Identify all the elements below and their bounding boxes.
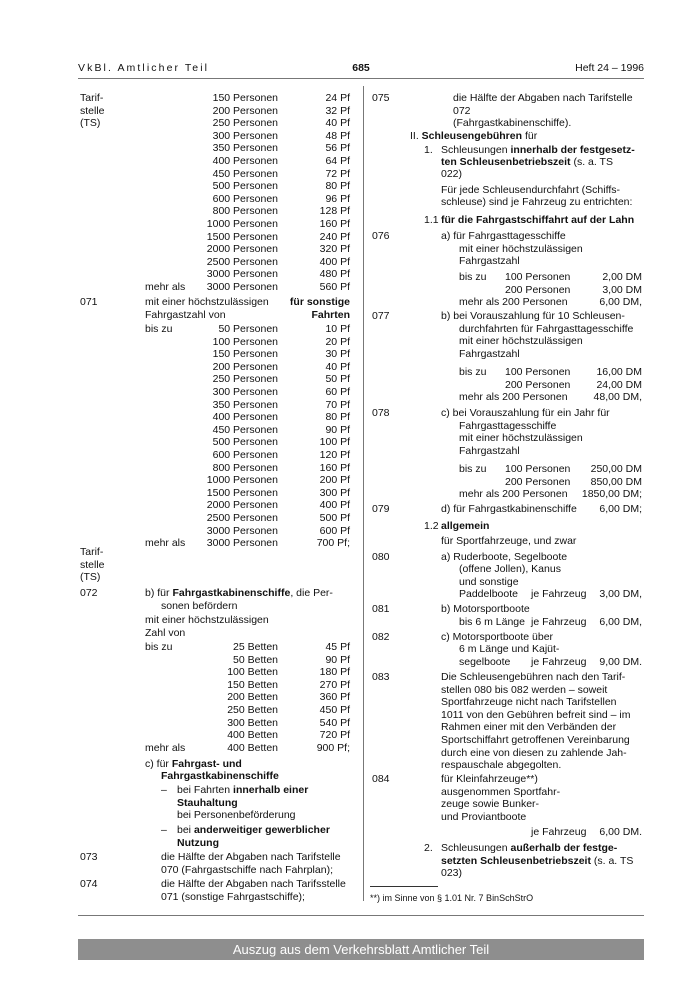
text-run: b) für [145, 587, 173, 599]
text-line: allgemein [441, 520, 490, 532]
text-line: für die Fahrgastschiffahrt auf der Lahn [441, 214, 635, 226]
text-line: Fahrgastzahl von [145, 308, 226, 321]
fee: 48 Pf [325, 129, 350, 142]
text-line: segelboote [459, 656, 511, 668]
item-number: 1.2 [424, 520, 439, 532]
column-divider [363, 86, 364, 901]
page-header [78, 62, 644, 76]
tarif-number: 079 [372, 503, 390, 515]
text-run: bei Fahrten [177, 784, 234, 796]
fee: 64 Pf [325, 155, 350, 167]
mehr-als: mehr als [145, 537, 186, 550]
text-line: c) bei Vorauszahlung für ein Jahr für [441, 407, 610, 419]
capacity: 400 Personen [212, 155, 278, 167]
text-line: Zahl von [145, 626, 186, 639]
text-line: zeuge sowie Bunker- [441, 798, 540, 810]
text-line: je Fahrzeug [531, 616, 587, 628]
fee: 120 Pf [319, 449, 350, 461]
text-run: , die Per- [290, 587, 333, 599]
text-line [441, 144, 635, 157]
text-line: c) Motorsportboote über [441, 631, 554, 643]
capacity: 800 Personen [212, 205, 278, 218]
fee: 400 Pf [319, 499, 350, 512]
fee: 70 Pf [325, 398, 350, 411]
fee: 900 Pf; [316, 741, 350, 754]
fee: 96 Pf [325, 192, 350, 205]
text-line: mit einer höchstzulässigen [145, 614, 269, 626]
fee: 30 Pf [325, 348, 350, 361]
text-run: II. [410, 130, 422, 142]
capacity: 50 Betten [233, 653, 278, 666]
text-line: Fahrgasttagesschiffe [459, 419, 557, 432]
bold-text: ten Schleusenbetriebszeit [441, 156, 571, 168]
text-line: für sonstige [289, 296, 350, 308]
fee: 240 Pf [319, 230, 350, 243]
capacity: 450 Personen [212, 423, 278, 436]
text-line: d) für Fahrgastkabinenschiffe [441, 503, 577, 515]
fee: 160 Pf [319, 218, 350, 230]
text-line: mit einer höchstzulässigen [459, 242, 583, 255]
fee: 3,00 DM, [599, 588, 642, 600]
capacity: 350 Personen [212, 142, 278, 155]
item-number: 1.1 [424, 214, 439, 226]
bis-zu: bis zu [145, 641, 173, 653]
journal-name: VkBl. Amtlicher Teil [78, 62, 210, 74]
text-line: b) Motorsportboote [441, 603, 530, 615]
fee: 360 Pf [319, 691, 350, 704]
capacity: 100 Betten [227, 666, 278, 679]
text-line: für Sportfahrzeuge, und zwar [441, 535, 577, 547]
text-line [441, 842, 617, 855]
text-run: (s. a. TS [570, 156, 613, 168]
text-line: respauschale abgegolten. [441, 759, 562, 772]
fee: 90 Pf [325, 653, 350, 666]
header-rule [78, 78, 644, 79]
text-line: je Fahrzeug [531, 826, 587, 838]
text-line: stellen 080 bis 082 werden – soweit [441, 683, 608, 696]
text-line [145, 587, 333, 600]
fee: 480 Pf [319, 268, 350, 281]
text-run: bei [177, 824, 194, 836]
fee: 1850,00 DM; [581, 488, 642, 501]
fee: 270 Pf [319, 678, 350, 691]
bis-zu: bis zu [145, 323, 173, 335]
text-line: 1011 von den Gebühren befreit sind – im [441, 708, 631, 721]
capacity: 3000 Personen [206, 524, 278, 537]
fee: 560 Pf [319, 281, 350, 293]
text-line [145, 758, 242, 771]
capacity: 50 Personen [218, 323, 278, 335]
text-line: Die Schleusengebühren nach den Tarif- [441, 671, 626, 683]
mehr-als: mehr als 200 Personen [459, 488, 568, 501]
text-line: 022) [441, 168, 463, 180]
footnote: **) im Sinne von § 1.01 Nr. 7 BinSchStrO [370, 893, 534, 903]
fee: 50 Pf [325, 373, 350, 386]
tarif-number: 075 [372, 92, 390, 104]
text-line: 6 m Länge und Kajüt- [459, 643, 560, 655]
fee: 540 Pf [319, 716, 350, 729]
tarif-label: (TS) [80, 571, 101, 584]
text-line [441, 855, 633, 868]
footnote-rule [370, 886, 438, 887]
fee: 24,00 DM [596, 378, 642, 391]
tarif-number: 076 [372, 230, 390, 242]
tarif-number: 071 [80, 296, 98, 308]
tarif-label: Tarif- [80, 546, 104, 558]
capacity: 2000 Personen [206, 499, 278, 512]
tarif-number: 081 [372, 603, 390, 615]
text-line: Nutzung [177, 837, 219, 849]
fee: 6,00 DM, [599, 296, 642, 309]
capacity: 2500 Personen [206, 255, 278, 268]
fee: 9,00 DM. [599, 656, 642, 668]
footer-rule [78, 915, 644, 916]
item-number: 2. [424, 842, 433, 854]
capacity: 300 Betten [227, 716, 278, 729]
fee: 6,00 DM; [599, 503, 642, 515]
capacity: 3000 Personen [206, 537, 278, 550]
fee: 850,00 DM [590, 475, 642, 488]
capacity: 250 Personen [212, 373, 278, 386]
bold-text: setzten Schleusenbetriebszeit [441, 855, 591, 867]
text-line: Paddelboote [459, 588, 518, 600]
capacity: 800 Personen [212, 461, 278, 474]
capacity: 1500 Personen [206, 486, 278, 499]
fee: 128 Pf [319, 205, 350, 218]
capacity: 500 Personen [212, 436, 278, 449]
capacity: 200 Personen [212, 104, 278, 117]
mehr-als: mehr als [145, 741, 186, 754]
fee: 48,00 DM, [593, 391, 642, 404]
text-line: 072 [453, 104, 471, 117]
capacity: 500 Personen [212, 180, 278, 193]
capacity: 250 Personen [212, 117, 278, 130]
capacity: 100 Personen [505, 366, 571, 378]
capacity: 150 Betten [227, 678, 278, 691]
text-line: und sonstige [459, 576, 519, 588]
fee: 72 Pf [325, 167, 350, 180]
fee: 400 Pf [319, 255, 350, 268]
text-line [441, 156, 613, 169]
fee: 200 Pf [319, 474, 350, 487]
capacity: 600 Personen [212, 192, 278, 205]
fee: 500 Pf [319, 512, 350, 524]
capacity: 1000 Personen [206, 474, 278, 487]
capacity: 3000 Personen [206, 281, 278, 293]
fee: 160 Pf [319, 461, 350, 474]
text-line: Fahrgastzahl [459, 347, 520, 360]
text-line [177, 784, 308, 797]
fee: 2,00 DM [602, 271, 642, 283]
item-number: 1. [424, 144, 433, 156]
fee: 45 Pf [325, 641, 350, 653]
fee: 600 Pf [319, 524, 350, 537]
capacity: 2500 Personen [206, 512, 278, 524]
bold-text: innerhalb einer [233, 784, 309, 796]
tarif-label: stelle [80, 558, 105, 571]
capacity: 350 Personen [212, 398, 278, 411]
bold-text: anderweitiger gewerblicher [193, 824, 330, 836]
tarif-number: 072 [80, 587, 98, 599]
text-run: Schleusungen [441, 144, 511, 156]
fee: 56 Pf [325, 142, 350, 155]
fee: 6,00 DM. [599, 826, 642, 838]
capacity: 100 Personen [212, 335, 278, 348]
capacity: 200 Personen [505, 475, 571, 488]
text-line: Sportschiffahrt getroffenen Vereinbarung [441, 734, 630, 746]
capacity: 400 Personen [212, 411, 278, 424]
bis-zu: bis zu [459, 366, 487, 378]
text-line: durchfahrten für Fahrgasttagesschiffe [459, 322, 634, 335]
text-line: (Fahrgastkabinenschiffe). [453, 117, 572, 130]
text-line: sonen befördern [161, 599, 238, 612]
bold-text: Fahrgastkabinenschiffe [172, 587, 291, 599]
text-line: durch eine von diesen zu zahlende Jah- [441, 746, 627, 759]
bold-text: Schleusengebühren [421, 130, 523, 142]
bold-text: innerhalb der festgesetz- [510, 144, 635, 156]
bold-text: Fahrgast- und [171, 758, 242, 770]
fee: 40 Pf [325, 117, 350, 130]
bis-zu: bis zu [459, 271, 487, 283]
mehr-als: mehr als [145, 281, 186, 293]
text-line: Fahrgastkabinenschiffe [161, 770, 279, 782]
text-run: Schleusungen [441, 842, 511, 854]
fee: 6,00 DM, [599, 616, 642, 628]
mehr-als: mehr als 200 Personen [459, 391, 568, 404]
text-line: Fahrten [311, 308, 350, 321]
text-line: a) Ruderboote, Segelboote [441, 551, 568, 563]
section-heading [410, 130, 537, 143]
text-line: die Hälfte der Abgaben nach Tarifsstelle [161, 878, 346, 890]
fee: 16,00 DM [596, 366, 642, 378]
fee: 700 Pf; [316, 537, 350, 550]
text-line: Rahmen einer mit den Verbänden der [441, 721, 617, 734]
text-line: 023) [441, 867, 463, 879]
text-line: je Fahrzeug [531, 656, 587, 668]
text-line: Sportfahrzeuge nicht nach Tarifstellen [441, 696, 617, 709]
capacity: 2000 Personen [206, 243, 278, 256]
fee: 24 Pf [325, 92, 350, 104]
tarif-label: stelle [80, 104, 105, 117]
text-line: Fahrgastzahl [459, 255, 520, 268]
tarif-number: 080 [372, 551, 390, 563]
text-line: für Kleinfahrzeuge**) [441, 773, 538, 785]
text-line: mit einer höchstzulässigen [459, 432, 583, 445]
capacity: 1000 Personen [206, 218, 278, 230]
tarif-number: 077 [372, 310, 390, 322]
fee: 180 Pf [319, 666, 350, 679]
capacity: 3000 Personen [206, 268, 278, 281]
text-line: Stauhaltung [177, 797, 238, 809]
capacity: 100 Personen [505, 271, 571, 283]
fee: 60 Pf [325, 386, 350, 398]
text-line: die Hälfte der Abgaben nach Tarifstelle [161, 851, 341, 863]
text-line: je Fahrzeug [531, 588, 587, 600]
issue-label: Heft 24 – 1996 [575, 62, 644, 74]
text-line: bis 6 m Länge [459, 616, 525, 628]
capacity: 200 Personen [505, 378, 571, 391]
capacity: 200 Betten [227, 691, 278, 704]
fee: 300 Pf [319, 486, 350, 499]
fee: 32 Pf [325, 104, 350, 117]
tarif-number: 078 [372, 407, 390, 419]
text-line: mit einer höchstzulässigen [145, 296, 269, 308]
dash: – [161, 784, 167, 796]
fee: 80 Pf [325, 180, 350, 193]
footer-banner: Auszug aus dem Verkehrsblatt Amtlicher Teil [78, 939, 644, 960]
text-line: Für jede Schleusendurchfahrt (Schiffs- [441, 184, 620, 196]
page-number: 685 [352, 62, 370, 74]
fee: 320 Pf [319, 243, 350, 256]
text-run: c) für [145, 758, 172, 770]
dash: – [161, 824, 167, 836]
text-line: Fahrgastzahl [459, 444, 520, 457]
text-line: a) für Fahrgasttagesschiffe [441, 230, 566, 242]
capacity: 600 Personen [212, 449, 278, 461]
capacity: 100 Personen [505, 463, 571, 475]
bis-zu: bis zu [459, 463, 487, 475]
mehr-als: mehr als 200 Personen [459, 296, 568, 309]
fee: 20 Pf [325, 335, 350, 348]
tarif-label: Tarif- [80, 92, 104, 104]
fee: 80 Pf [325, 411, 350, 424]
text-line: 071 (sonstige Fahrgastschiffe); [161, 891, 305, 903]
capacity: 200 Personen [212, 360, 278, 373]
text-line: ausgenommen Sportfahr- [441, 786, 561, 798]
fee: 720 Pf [319, 729, 350, 742]
fee: 90 Pf [325, 423, 350, 436]
fee: 10 Pf [325, 323, 350, 335]
fee: 100 Pf [319, 436, 350, 449]
text-line: (offene Jollen), Kanus [459, 563, 561, 575]
capacity: 250 Betten [227, 704, 278, 716]
capacity: 25 Betten [233, 641, 278, 653]
bold-text: außerhalb der festge- [510, 842, 618, 854]
text-line: schleuse) sind je Fahrzeug zu entrichten: [441, 196, 633, 208]
capacity: 450 Personen [212, 167, 278, 180]
text-run: für [522, 130, 538, 142]
capacity: 400 Betten [227, 729, 278, 742]
text-line: und Proviantboote [441, 811, 527, 823]
text-run: (s. a. TS [590, 855, 634, 867]
capacity: 200 Personen [505, 283, 571, 296]
capacity: 400 Betten [227, 741, 278, 754]
tarif-number: 083 [372, 671, 390, 683]
tarif-number: 073 [80, 851, 98, 863]
text-line: b) bei Vorauszahlung für 10 Schleusen- [441, 310, 625, 322]
capacity: 150 Personen [212, 92, 278, 104]
fee: 250,00 DM [590, 463, 642, 475]
fee: 40 Pf [325, 360, 350, 373]
tarif-number: 082 [372, 631, 390, 643]
capacity: 150 Personen [212, 348, 278, 361]
fee: 450 Pf [319, 704, 350, 716]
text-line: 070 (Fahrgastschiffe nach Fahrplan); [161, 864, 333, 876]
capacity: 300 Personen [212, 386, 278, 398]
tarif-number: 084 [372, 773, 390, 785]
capacity: 300 Personen [212, 129, 278, 142]
fee: 3,00 DM [602, 283, 642, 296]
tarif-label: (TS) [80, 117, 101, 130]
text-line [177, 824, 330, 837]
tarif-number: 074 [80, 878, 98, 890]
text-line: bei Personenbeförderung [177, 809, 296, 821]
capacity: 1500 Personen [206, 230, 278, 243]
text-line: die Hälfte der Abgaben nach Tarifstelle [453, 92, 633, 104]
text-line: mit einer höchstzulässigen [459, 335, 583, 348]
